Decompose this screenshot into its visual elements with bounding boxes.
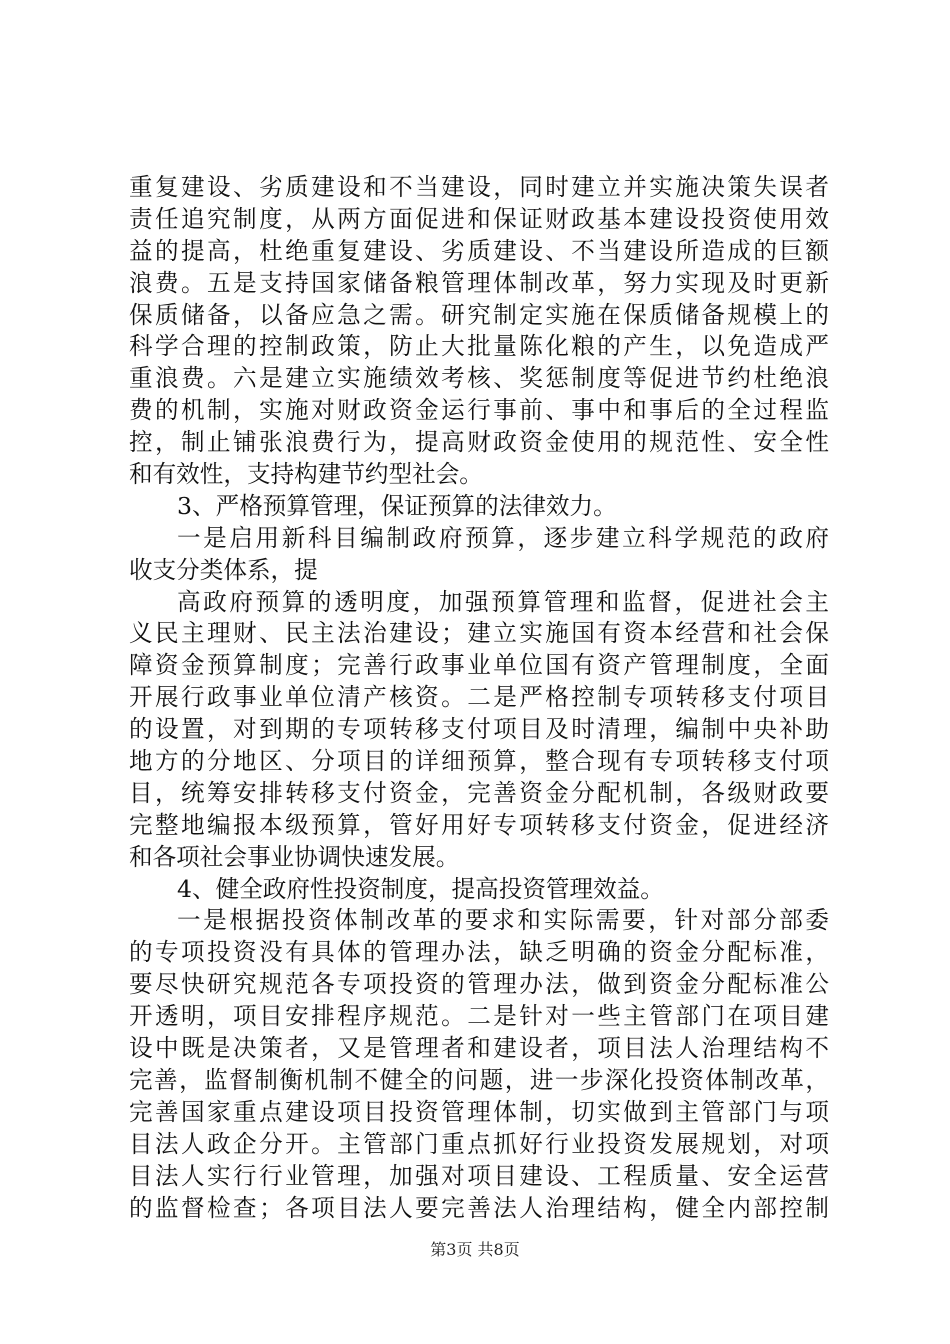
text-line: 高政府预算的透明度，加强预算管理和监督，促进社会主 [177,587,829,616]
text-line: 障资金预算制度；完善行政事业单位国有资产管理制度，全面 [129,651,829,680]
text-line: 控，制止铺张浪费行为，提高财政资金使用的规范性、安全性 [129,428,829,457]
text-line: 地方的分地区、分项目的详细预算，整合现有专项转移支付项 [129,747,829,776]
text-line: 完善，监督制衡机制不健全的问题，进一步深化投资体制改革， [129,1065,829,1094]
text-line: 完善国家重点建设项目投资管理体制，切实做到主管部门与项 [129,1097,829,1126]
text-line: 目法人政企分开。主管部门重点抓好行业投资发展规划，对项 [129,1129,829,1158]
text-line: 4、健全政府性投资制度，提高投资管理效益。 [177,874,664,903]
page-footer: 第3页 共8页 [430,1240,520,1259]
text-line: 的监督检查；各项目法人要完善法人治理结构，健全内部控制 [129,1193,829,1222]
text-line: 重复建设、劣质建设和不当建设，同时建立并实施决策失误者 [129,173,829,201]
text-line: 开透明，项目安排程序规范。二是针对一些主管部门在项目建 [129,1002,829,1031]
text-line: 目法人实行行业管理，加强对项目建设、工程质量、安全运营 [129,1161,829,1190]
text-line: 一是根据投资体制改革的要求和实际需要，针对部分部委 [177,906,829,935]
text-line: 开展行政事业单位清产核资。二是严格控制专项转移支付项目 [129,683,829,712]
text-line: 费的机制，实施对财政资金运行事前、事中和事后的全过程监 [129,396,829,425]
text-line: 3、严格预算管理，保证预算的法律效力。 [177,491,617,520]
text-line: 一是启用新科目编制政府预算，逐步建立科学规范的政府 [177,523,829,552]
body-text [129,172,829,1224]
text-line: 保质储备，以备应急之需。研究制定实施在保质储备规模上的 [129,300,829,329]
text-line: 浪费。五是支持国家储备粮管理体制改革，努力实现及时更新 [129,268,829,297]
text-line: 完整地编报本级预算，管好用好专项转移支付资金，促进经济 [129,810,829,839]
text-line: 的专项投资没有具体的管理办法，缺乏明确的资金分配标准， [129,938,829,967]
text-line: 益的提高，杜绝重复建设、劣质建设、不当建设所造成的巨额 [129,236,829,265]
text-line: 目，统筹安排转移支付资金，完善资金分配机制，各级财政要 [129,778,829,807]
text-line: 收支分类体系，提 [129,555,318,584]
text-line: 和各项社会事业协调快速发展。 [129,842,460,871]
text-line: 义民主理财、民主法治建设；建立实施国有资本经营和社会保 [129,619,829,648]
text-line: 设中既是决策者，又是管理者和建设者，项目法人治理结构不 [129,1034,829,1063]
text-line: 和有效性，支持构建节约型社会。 [129,460,483,489]
text-line: 的设置，对到期的专项转移支付项目及时清理，编制中央补助 [129,715,829,744]
text-line: 责任追究制度，从两方面促进和保证财政基本建设投资使用效 [129,204,829,233]
text-line: 重浪费。六是建立实施绩效考核、奖惩制度等促进节约杜绝浪 [129,364,829,393]
text-line: 要尽快研究规范各专项投资的管理办法，做到资金分配标准公 [129,970,829,999]
text-line: 科学合理的控制政策，防止大批量陈化粮的产生，以免造成严 [129,332,829,361]
